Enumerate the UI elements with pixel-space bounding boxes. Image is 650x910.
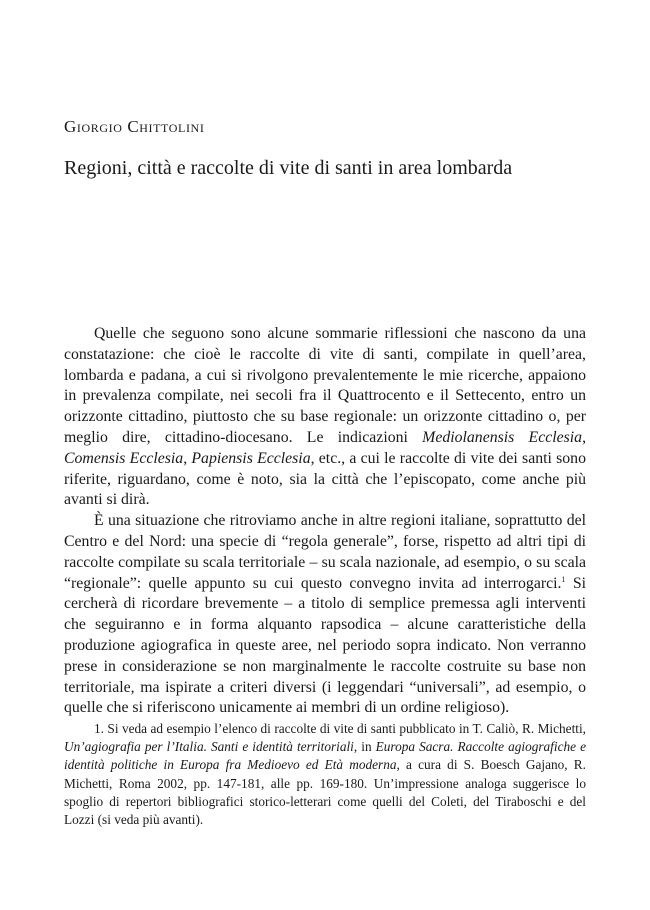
footnote-1 [64,720,586,829]
paragraph-1-text-b: , etc., a cui le raccolte di vite dei santi sono riferite, riguardano, come è noto, sia la città che l’episcopato, come anche più avanti si dirà. [64,449,586,509]
footnote-text-b: , in [353,739,376,755]
paragraph-2 [64,511,586,719]
footnote-italic-title-2: Europa Sacra. Raccolte agiografiche e identità politiche in Europa fra Medioevo ed Età moderna [64,739,586,773]
footnote-italic-title-1: Un’agiografia per l’Italia. Santi e identità territoriali [64,739,354,755]
italic-comensis: Comensis Ecclesia [64,449,184,467]
footnote-text-a: Si veda ad esempio l’elenco di raccolte di vite di santi pubblicato in T. Caliò, R. Michetti, [103,721,586,736]
paragraph-2-text-b: Si cercherà di ricordare brevemente – a titolo di semplice premessa agli interventi che seguiranno e in forma alquanto rapsodica – alcune caratteristiche della produzione agiografica in queste aree, nel periodo sopra indicato. Non verranno prese in considerazione se non marginalmente le raccolte costruite su base non territoriale, ma ispirate a criteri diversi (i leggendari “universali”, ad esempio, o quelle che si riferiscono unicamente ai membri di un ordine religioso). [64,574,586,717]
body-text [64,324,586,719]
footnote-text-c: , a cura di S. Boesch Gajano, R. Michetti, Roma 2002, pp. 147-181, alle pp. 169-180. Un’impressione analoga suggerisce lo spoglio di repertori bibliografici storico-letterari come quelli del Coleti, del Tiraboschi e del Lozzi (si veda più avanti). [64,757,586,828]
footnote-number: 1. [94,721,104,736]
paragraph-2-text-a: È una situazione che ritroviamo anche in altre regioni italiane, soprattutto del Centro e del Nord: una specie di “regola generale”, forse, rispetto ad altri tipi di raccolte compilate su scala territoriale – su scala nazionale, ad esempio, o su scala “regionale”: quelle appunto su cui questo convegno invita ad interrogarci. [64,512,586,592]
footnote-reference[interactable]: 1 [561,574,566,584]
paragraph-1 [64,324,586,511]
footnote [64,720,586,829]
author-name: Giorgio Chittolini [64,117,205,136]
separator: , [183,449,192,467]
italic-papiensis: Papiensis Ecclesia [191,449,311,467]
italic-mediolanensis: Mediolanensis Ecclesia [422,428,583,446]
separator: , [582,428,587,446]
paragraph-1-text-a: Quelle che seguono sono alcune sommarie riflessioni che nascono da una constatazione: che cioè le raccolte di vite di santi, compilate in quell’area, lombarda e padana, a cui si rivolgono prevalentemente le mie ricerche, appaiono in prevalenza compilate, nei secoli fra il Quattrocento e il Settecento, entro un orizzonte cittadino, piuttosto che su base regionale: un orizzonte cittadino o, per meglio dire, cittadino-diocesano. Le indicazioni [64,325,586,446]
chapter-title: Regioni, città e raccolte di vite di santi in area lombarda [64,157,513,179]
